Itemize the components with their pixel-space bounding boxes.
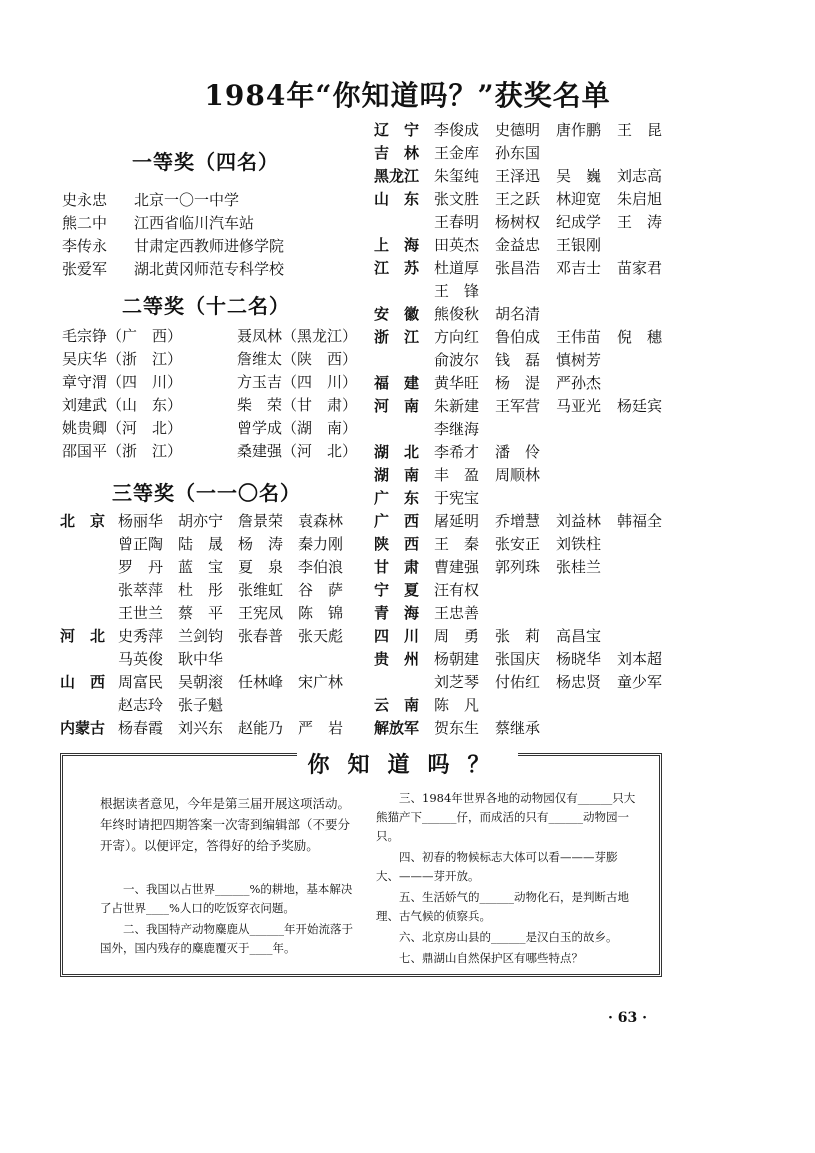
winner-name: 李继海 [434,420,480,438]
winner-name: 杨朝建 [434,650,480,668]
winner-name: 杨 涛 [238,535,284,553]
region-label: 福 建 [374,374,420,392]
winner-name: 纪成学 [556,213,602,231]
winner-name: 谷 萨 [298,581,344,599]
region-label: 山 东 [374,190,420,208]
page-title: 1984年“你知道吗？”获奖名单 [204,79,611,112]
winner-left: 章守渭（四 川） [62,373,183,391]
quiz-question: 七、鼎湖山自然保护区有哪些特点？ [399,951,583,965]
winner-name: 朱启旭 [617,190,663,208]
winner-organization: 北京一〇一中学 [134,191,240,209]
winner-name: 兰剑钧 [178,627,224,645]
winner-name: 张昌浩 [495,259,541,277]
winner-name: 詹景荣 [238,512,284,530]
winner-name: 任林峰 [238,673,284,691]
winner-name: 马英俊 [118,650,164,668]
region-label: 湖 北 [374,443,420,461]
winner-name: 赵能乃 [238,719,284,737]
winner-name: 林迎宽 [556,190,602,208]
winner-name: 张国庆 [495,650,541,668]
region-label: 青 海 [374,604,420,622]
winner-name: 曹建强 [434,558,480,576]
winner-name: 丰 盈 [434,466,480,484]
winner-name: 熊二中 [62,214,108,232]
winner-name: 苗家君 [617,259,663,277]
region-label: 广 西 [374,512,420,530]
winner-name: 周富民 [118,673,164,691]
winner-name: 刘铁柱 [556,535,602,553]
winner-name: 张文胜 [434,190,480,208]
winner-name: 童少军 [617,673,663,691]
winner-name: 王春明 [434,213,480,231]
winner-name: 钱 磊 [495,351,541,369]
winner-name: 方向红 [434,328,480,346]
winner-name: 耿中华 [178,650,224,668]
winner-name: 杨廷宾 [617,397,663,415]
winner-name: 刘志高 [617,167,663,185]
winner-name: 刘益林 [556,512,602,530]
region-label: 甘 肃 [374,558,420,576]
winner-name: 孙东国 [495,144,541,162]
winner-name: 汪有权 [434,581,480,599]
winner-name: 王金库 [434,144,480,162]
winner-left: 邵国平（浙 江） [62,442,183,460]
winner-name: 张桂兰 [556,558,602,576]
quiz-intro: 根据读者意见，今年是第三届开展这项活动。年终时请把四期答案一次寄到编辑部（不要分开寄）。以便评定，答得好的给予奖励。 [100,796,351,853]
winner-name: 陈 锦 [298,604,344,622]
winner-name: 张安正 [495,535,541,553]
winner-right: 柴 荣（甘 肃） [237,396,358,414]
winner-name: 刘芝琴 [434,673,480,691]
winner-name: 杨春霞 [118,719,164,737]
region-label: 河 南 [374,397,420,415]
second-prize-heading: 二等奖（十二名） [122,294,290,318]
region-label: 陕 西 [374,535,420,553]
winner-name: 朱新建 [434,397,480,415]
winner-name: 胡亦宁 [178,512,224,530]
winner-name: 秦力刚 [298,535,344,553]
winner-name: 史德明 [495,121,541,139]
winner-organization: 甘肃定西教师进修学院 [134,237,285,255]
quiz-question: 三、1984年世界各地的动物园仅有______只大熊猫产下______仔，而成活的只有______动物园一只。 [376,791,636,843]
winner-left: 刘建武（山 东） [62,396,183,414]
winner-name: 吴朝滚 [178,673,224,691]
third-prize-heading: 三等奖（一一〇名） [112,481,301,505]
winner-name: 宋广林 [298,673,344,691]
winner-name: 屠延明 [434,512,480,530]
quiz-question: 一、我国以占世界______%的耕地，基本解决了占世界____%人口的吃饭穿衣问题。 [100,882,353,915]
winner-name: 曾正陶 [118,535,164,553]
winner-name: 张子魁 [178,696,224,714]
winner-right: 桑建强（河 北） [237,442,358,460]
winner-name: 张天彪 [298,627,344,645]
winner-name: 杨丽华 [118,512,164,530]
quiz-question: 六、北京房山县的______是汉白玉的故乡。 [399,930,618,944]
winner-organization: 湖北黄冈师范专科学校 [134,260,285,278]
winner-name: 陆 晟 [178,535,224,553]
winner-name: 李传永 [62,237,108,255]
page-number: · 63 · [608,1010,647,1026]
winner-name: 李俊成 [434,121,480,139]
winner-name: 李伯浪 [298,558,344,576]
winner-name: 朱玺纯 [434,167,480,185]
winner-name: 周顺林 [495,466,541,484]
region-label: 宁 夏 [374,581,420,599]
winner-name: 郭列珠 [495,558,541,576]
winner-name: 张萃萍 [118,581,164,599]
winner-left: 姚贵卿（河 北） [62,419,183,437]
winner-name: 马亚光 [556,397,602,415]
winner-name: 严 岩 [298,719,344,737]
winner-name: 杨忠贤 [556,673,602,691]
winner-name: 蔡继承 [495,719,541,737]
winner-name: 李希才 [434,443,480,461]
winner-name: 倪 穗 [617,328,663,346]
winner-name: 王伟苗 [556,328,602,346]
winner-name: 张爱军 [62,260,108,278]
region-label: 河 北 [60,627,106,645]
region-label: 北 京 [60,512,106,530]
winner-name: 慎树芳 [556,351,602,369]
winner-name: 刘本超 [617,650,663,668]
region-label: 解放军 [374,719,420,737]
region-label: 上 海 [374,236,420,254]
winner-name: 刘兴东 [178,719,224,737]
region-label: 广 东 [374,489,420,507]
winner-left: 毛宗铮（广 西） [62,327,183,345]
region-label: 浙 江 [374,328,420,346]
region-label: 吉 林 [374,144,420,162]
winner-name: 王 昆 [617,121,663,139]
first-prize-heading: 一等奖（四名） [132,150,279,174]
winner-organization: 江西省临川汽车站 [134,214,255,232]
quiz-question: 二、我国特产动物麋鹿从______年开始流落于国外，国内残存的麋鹿覆灭于____年。 [100,922,353,955]
winner-name: 王 秦 [434,535,480,553]
winner-name: 杜 彤 [178,581,224,599]
winner-name: 蔡 平 [178,604,224,622]
winner-name: 金益忠 [495,236,541,254]
winner-name: 周 勇 [434,627,480,645]
region-label: 辽 宁 [374,121,420,139]
winner-name: 乔增慧 [495,512,541,530]
quiz-box-title: 你知道吗？ [0,748,815,779]
winner-name: 付佑红 [495,673,541,691]
quiz-left-questions [100,880,362,960]
winner-name: 王忠善 [434,604,480,622]
region-label: 内蒙古 [60,719,106,737]
winner-name: 王之跃 [495,190,541,208]
winner-name: 蓝 宝 [178,558,224,576]
winner-name: 王 锋 [434,282,480,300]
region-label: 湖 南 [374,466,420,484]
winner-name: 王 涛 [617,213,663,231]
winner-name: 唐作鹏 [556,121,602,139]
quiz-right-questions [376,789,638,970]
winner-name: 张 莉 [495,627,541,645]
winner-name: 袁森林 [298,512,344,530]
winner-name: 于宪宝 [434,489,480,507]
winner-name: 王世兰 [118,604,164,622]
winner-right: 方玉吉（四 川） [237,373,358,391]
winner-name: 高昌宝 [556,627,602,645]
winner-name: 王泽迅 [495,167,541,185]
winner-left: 吴庆华（浙 江） [62,350,183,368]
winner-name: 杜道厚 [434,259,480,277]
region-label: 安 徽 [374,305,420,323]
winner-name: 严孙杰 [556,374,602,392]
quiz-question: 四、初春的物候标志大体可以看———芽膨大、———芽开放。 [376,850,618,883]
region-label: 黑龙江 [374,167,420,185]
winner-name: 赵志玲 [118,696,164,714]
region-label: 四 川 [374,627,420,645]
winner-right: 詹维太（陕 西） [237,350,358,368]
winner-right: 曾学成（湖 南） [237,419,358,437]
winner-name: 潘 伶 [495,443,541,461]
region-label: 山 西 [60,673,106,691]
winner-name: 王军营 [495,397,541,415]
winner-name: 王银刚 [556,236,602,254]
winner-name: 鲁伯成 [495,328,541,346]
winner-name: 熊俊秋 [434,305,480,323]
winner-name: 夏 泉 [238,558,284,576]
winner-name: 黄华旺 [434,374,480,392]
winner-name: 史永忠 [62,191,108,209]
winner-name: 田英杰 [434,236,480,254]
winner-name: 罗 丹 [118,558,164,576]
winner-name: 邓吉士 [556,259,602,277]
winner-name: 韩福全 [617,512,663,530]
quiz-question: 五、生活娇气的______动物化石，是判断古地理、古气候的侦察兵。 [376,890,629,923]
region-label: 贵 州 [374,650,420,668]
winner-name: 陈 凡 [434,696,480,714]
region-label: 云 南 [374,696,420,714]
winner-name: 杨 湜 [495,374,541,392]
winner-name: 史秀萍 [118,627,164,645]
region-label: 江 苏 [374,259,420,277]
winner-name: 贺东生 [434,719,480,737]
winner-name: 胡名清 [495,305,541,323]
winner-name: 张春普 [238,627,284,645]
winner-name: 王宪凤 [238,604,284,622]
winner-name: 俞波尔 [434,351,480,369]
winner-right: 聂凤林（黑龙江） [237,327,358,345]
winner-name: 杨树权 [495,213,541,231]
winner-name: 杨晓华 [556,650,602,668]
winner-name: 吴 巍 [556,167,602,185]
winner-name: 张维虹 [238,581,284,599]
